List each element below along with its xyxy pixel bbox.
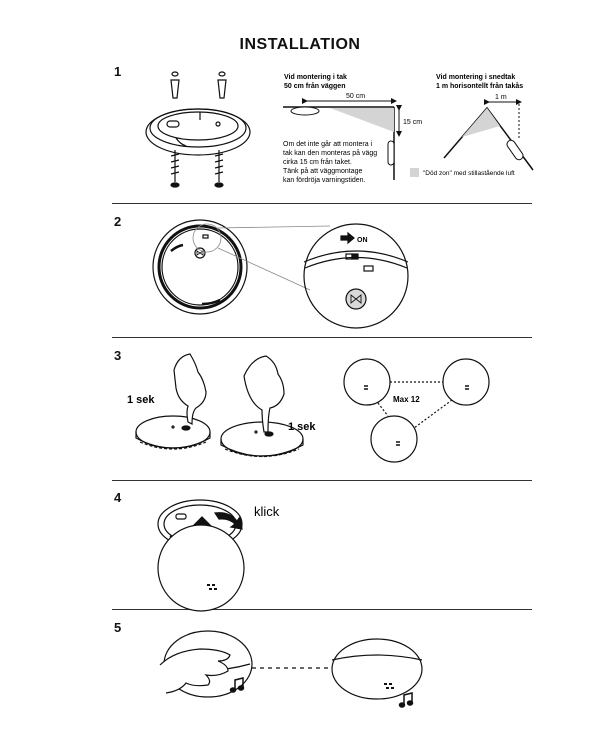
ceiling-heading-line1: Vid montering i tak <box>284 74 347 81</box>
distance-50cm-label: 50 cm <box>346 93 366 100</box>
step-number-1: 1 <box>114 64 122 79</box>
wall-plug-icon <box>171 72 226 98</box>
step-number-3: 3 <box>114 348 122 363</box>
press-duration-left: 1 sek <box>127 394 155 406</box>
pointing-hand-icon <box>244 356 284 432</box>
step-number-2: 2 <box>114 214 122 229</box>
step4-attach-detector <box>158 500 244 611</box>
wall-note-text: Om det inte går att montera i tak kan den monteras på vägg cirka 15 cm från taket. Tänk på att väggmontage kan fördröja varningstiden. <box>283 141 378 184</box>
step1-mounting-plate <box>146 72 250 187</box>
pointing-hand-icon <box>174 354 206 424</box>
music-note-icon <box>400 693 413 707</box>
slope-heading-line1: Vid montering i snedtak <box>436 74 516 81</box>
max-devices-label: Max 12 <box>393 395 420 404</box>
on-label: ON <box>357 237 368 244</box>
dead-zone-legend: "Död zon" med stillastående luft <box>423 170 515 177</box>
step-number-4: 4 <box>114 490 122 505</box>
page-title: INSTALLATION <box>239 36 361 53</box>
slope-heading-line2: 1 m horisontellt från takås <box>436 83 524 90</box>
step5-test <box>160 631 422 699</box>
dead-zone-swatch <box>410 168 419 177</box>
slope-mount-diagram <box>444 102 533 170</box>
arrow-right-icon <box>341 233 354 243</box>
distance-15cm-label: 15 cm <box>403 119 423 126</box>
step-number-5: 5 <box>114 620 122 635</box>
step2-battery-switch <box>153 220 408 328</box>
ceiling-heading-line2: 50 cm från väggen <box>284 83 346 90</box>
distance-1m-label: 1 m <box>495 94 507 101</box>
click-label: klick <box>254 504 280 519</box>
press-duration-right: 1 sek <box>288 421 316 433</box>
step3-pairing <box>136 354 489 462</box>
